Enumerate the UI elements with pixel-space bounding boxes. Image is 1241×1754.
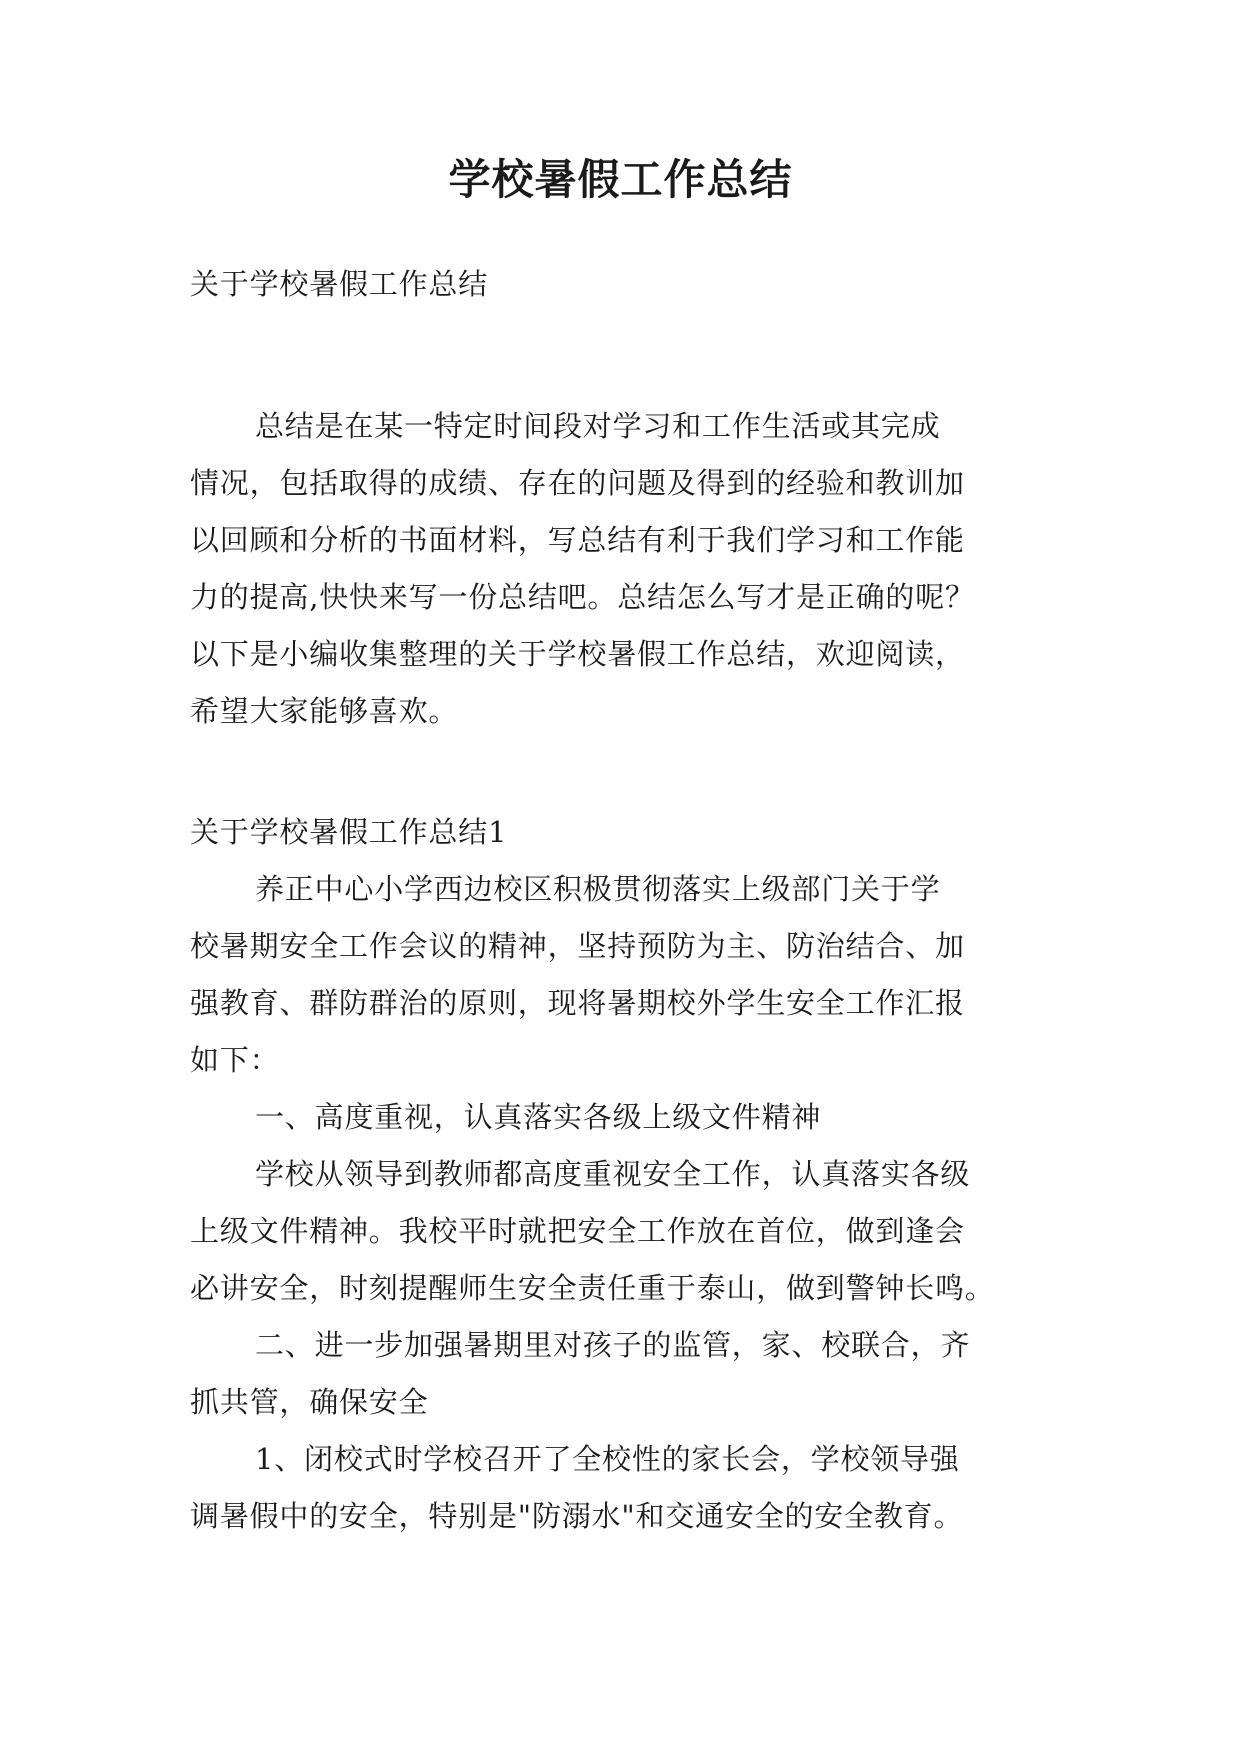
document-title: 学校暑假工作总结	[448, 155, 793, 204]
section1-line-3: 强教育、群防群治的原则，现将暑期校外学生安全工作汇报	[190, 986, 965, 1020]
intro-line-4: 力的提高,快快来写一份总结吧。总结怎么写才是正确的呢？	[190, 580, 975, 614]
point1-heading: 一、高度重视，认真落实各级上级文件精神	[255, 1100, 822, 1134]
intro-line-5: 以下是小编收集整理的关于学校暑假工作总结，欢迎阅读，	[190, 637, 965, 671]
item1-line-2: 调暑假中的安全，特别是"防溺水"和交通安全的安全教育。	[190, 1499, 964, 1533]
intro-line-3: 以回顾和分析的书面材料，写总结有利于我们学习和工作能	[190, 523, 965, 557]
section1-heading: 关于学校暑假工作总结1	[190, 815, 508, 849]
section1-line-4: 如下：	[190, 1043, 280, 1077]
intro-line-1: 总结是在某一特定时间段对学习和工作生活或其完成	[255, 409, 941, 443]
point1-line-2: 上级文件精神。我校平时就把安全工作放在首位，做到逢会	[190, 1214, 965, 1248]
section1-line-1: 养正中心小学西边校区积极贯彻落实上级部门关于学	[255, 872, 941, 906]
item1-line-1: 1、闭校式时学校召开了全校性的家长会，学校领导强	[255, 1442, 960, 1476]
intro-line-6: 希望大家能够喜欢。	[190, 694, 459, 728]
point1-line-3: 必讲安全，时刻提醒师生安全责任重于泰山，做到警钟长鸣。	[190, 1271, 995, 1305]
subtitle: 关于学校暑假工作总结	[190, 267, 489, 301]
point2-line-1: 二、进一步加强暑期里对孩子的监管，家、校联合，齐	[255, 1328, 971, 1362]
point2-line-2: 抓共管，确保安全	[190, 1385, 429, 1419]
section1-line-2: 校暑期安全工作会议的精神，坚持预防为主、防治结合、加	[190, 929, 965, 963]
point1-line-1: 学校从领导到教师都高度重视安全工作，认真落实各级	[255, 1157, 971, 1191]
intro-line-2: 情况，包括取得的成绩、存在的问题及得到的经验和教训加	[190, 466, 965, 500]
